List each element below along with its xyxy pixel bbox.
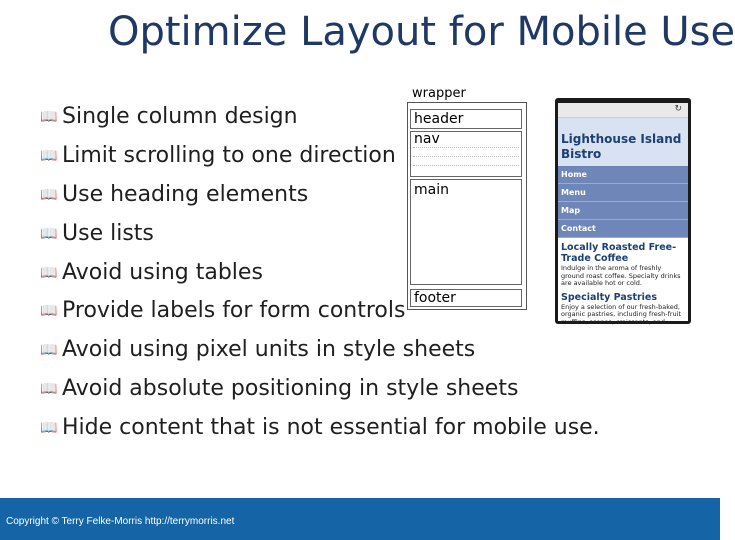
bullet-text: Use lists — [62, 220, 154, 246]
wireframe-header: header — [410, 109, 522, 129]
phone-paragraph: Indulge in the aroma of freshly ground roast coffee. Specialty drinks are available hot or cold. — [561, 264, 681, 287]
bullet-text: Avoid absolute positioning in style sheets — [62, 376, 519, 402]
phone-address-bar — [558, 103, 688, 118]
bullet-text: Single column design — [62, 104, 298, 129]
phone-nav — [558, 166, 688, 238]
phone-nav-item: Contact — [558, 220, 688, 238]
reload-icon: ↻ — [674, 104, 682, 114]
book-icon: 📖 — [40, 109, 58, 125]
book-icon: 📖 — [40, 303, 58, 320]
book-icon: 📖 — [40, 225, 58, 242]
bullet-item — [40, 370, 600, 409]
phone-site-title: Lighthouse Island Bistro — [558, 118, 688, 166]
phone-screen — [558, 103, 688, 326]
wireframe-wrapper-label: wrapper — [412, 86, 466, 101]
bullet-text: Hide content that is not essential for mobile use. — [62, 415, 600, 441]
footer-bar — [0, 498, 720, 540]
phone-screenshot — [555, 98, 691, 324]
phone-paragraph: Enjoy a selection of our fresh-baked, organic pastries, including fresh-fruit muffins, scones, croissants, and — [561, 302, 682, 326]
wireframe-footer: footer — [410, 289, 522, 307]
wireframe-main: main — [410, 179, 522, 285]
bullet-text: Avoid using tables — [62, 259, 263, 285]
bullet-item — [40, 409, 600, 448]
book-icon: 📖 — [40, 264, 58, 281]
wireframe-diagram — [407, 102, 527, 310]
copyright-text: Copyright © Terry Felke-Morris http://terrymorris.net — [6, 516, 235, 527]
bullet-text: Avoid using pixel units in style sheets — [62, 337, 476, 363]
book-icon: 📖 — [40, 186, 58, 203]
bullet-text: Limit scrolling to one direction — [62, 142, 396, 168]
phone-heading: Locally Roasted Free-Trade Coffee — [561, 242, 677, 264]
book-icon: 📖 — [40, 381, 58, 398]
wireframe-nav-lines — [413, 147, 519, 174]
bullet-item — [40, 331, 600, 370]
slide-title: Optimize Layout for Mobile Use — [108, 9, 735, 55]
phone-nav-item: Home — [558, 166, 688, 184]
book-icon: 📖 — [40, 420, 58, 437]
wireframe-nav — [410, 131, 522, 177]
phone-nav-item: Map — [558, 202, 688, 220]
book-icon: 📖 — [40, 342, 58, 359]
phone-heading: Specialty Pastries — [561, 291, 658, 303]
bullet-text: Provide labels for form controls — [62, 298, 406, 324]
bullet-text: Use heading elements — [62, 181, 309, 207]
wireframe-nav-label: nav — [414, 131, 440, 147]
book-icon: 📖 — [40, 147, 58, 164]
phone-nav-item: Menu — [558, 184, 688, 202]
